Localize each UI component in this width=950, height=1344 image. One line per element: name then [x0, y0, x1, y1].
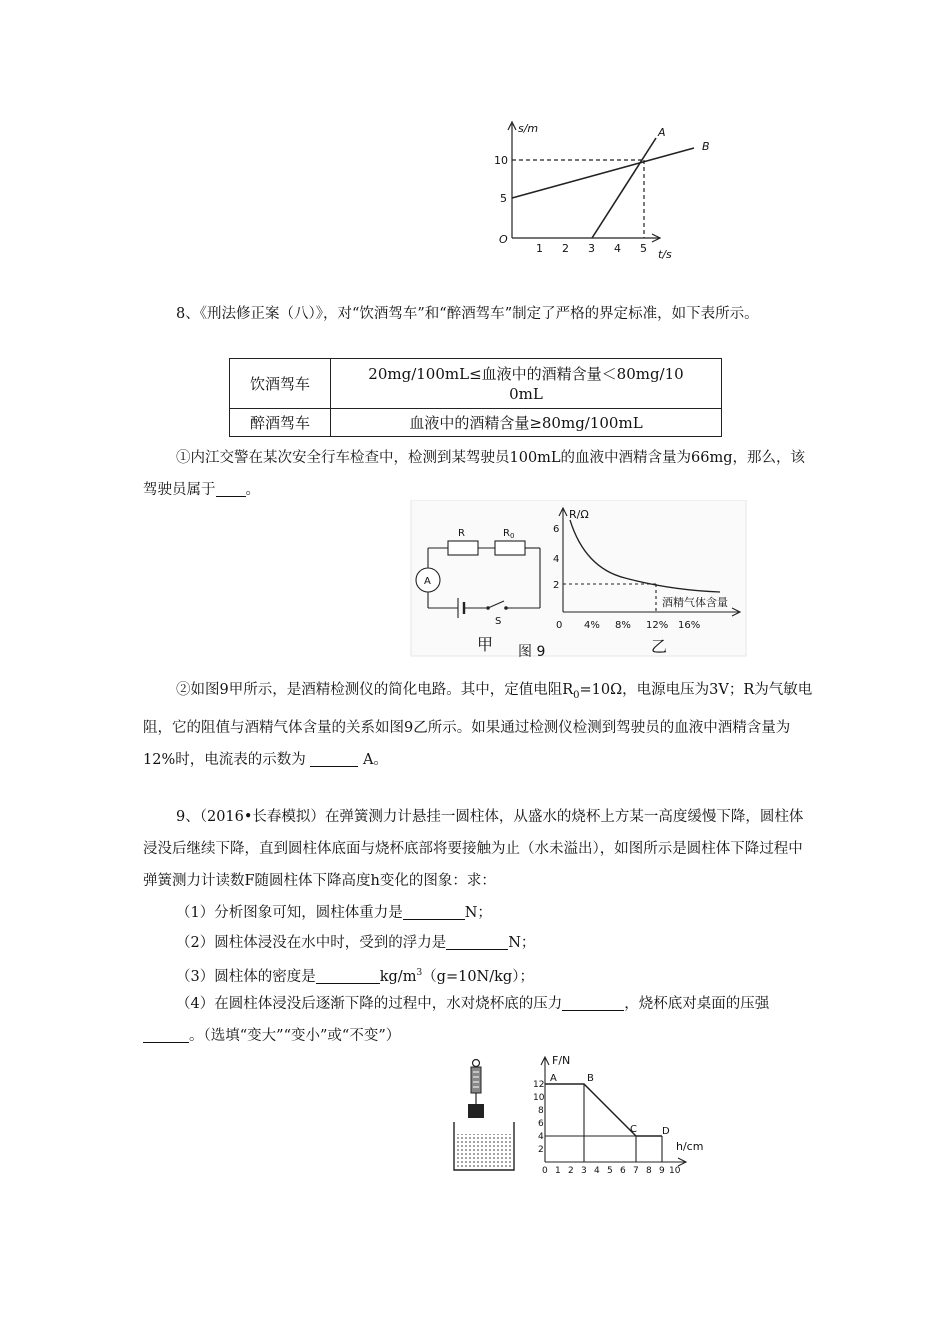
- y-tick: 2: [538, 1145, 544, 1155]
- q9-intro: 9、（2016•长春模拟）在弹簧测力计悬挂一圆柱体，从盛水的烧杯上方某一高度缓慢下降，圆柱体浸没后继续下降，直到圆柱体底面与烧杯底部将要接触为止（水未溢出），如图所示是圆柱体下降过程中弹簧测力计读数F随圆柱体下降高度h变化的图象：求：: [143, 809, 804, 889]
- table-value-text: 20mg/100mL≤血液中的酒精含量＜80mg/100mL: [368, 364, 684, 403]
- q9-p4-text-b: ，烧杯底对桌面的压强: [624, 996, 770, 1012]
- graph-s-t: [485, 118, 725, 268]
- x-tick: 7: [633, 1166, 639, 1176]
- x-tick: 6: [620, 1166, 626, 1176]
- q9-p1-unit: N；: [464, 905, 492, 921]
- figure-frame: [411, 500, 746, 656]
- origin-label: O: [499, 233, 508, 246]
- force-line: [545, 1084, 662, 1136]
- q9-p3-text: （3）圆柱体的密度是: [176, 968, 316, 985]
- x-tick: 10: [669, 1166, 681, 1176]
- r-label: R: [458, 528, 465, 539]
- q8-part1: [143, 442, 813, 506]
- y-label: s/m: [518, 122, 539, 135]
- x-tick: 5: [640, 242, 647, 255]
- q9-p2-text: （2）圆柱体浸没在水中时，受到的浮力是: [176, 935, 447, 951]
- x-tick: 4: [594, 1166, 600, 1176]
- y-tick: 6: [538, 1119, 544, 1129]
- x-tick: 8: [646, 1166, 652, 1176]
- answer-blank[interactable]: [310, 750, 358, 767]
- q9-p4-text-a: （4）在圆柱体浸没后逐渐下降的过程中，水对烧杯底的压力: [176, 996, 563, 1012]
- hook-ring: [473, 1060, 480, 1067]
- q9-p1-text: （1）分析图象可知，圆柱体重力是: [176, 905, 403, 921]
- line-b: [512, 148, 694, 198]
- line-a-label: A: [658, 126, 666, 139]
- x-label: h/cm: [676, 1140, 704, 1153]
- q9-part1: [143, 897, 813, 929]
- figure-caption: 图 9: [518, 644, 546, 658]
- x-tick: 3: [588, 242, 595, 255]
- q9-p2-unit: N；: [508, 935, 536, 951]
- q9-part2: [143, 927, 813, 959]
- table-row: [230, 409, 722, 437]
- x-tick: 2: [568, 1166, 574, 1176]
- point-c: C: [630, 1124, 637, 1135]
- q8-part2-sub: 0: [573, 689, 580, 701]
- q8-part2-text-b: =10Ω，电源电压为3V；R为气敏电阻，它的阻值与酒精气体含量的关系如图9乙所示。如果通过检测仪检测到驾驶员的血液中酒精含量为12%时，电流表的示数为: [143, 682, 813, 768]
- answer-blank[interactable]: [143, 1026, 189, 1043]
- x-tick: 4%: [584, 620, 600, 631]
- y-tick: 10: [494, 154, 508, 167]
- y-label: R/Ω: [569, 508, 589, 521]
- r0-sub: 0: [509, 532, 515, 540]
- q9-p4-text-c: 。（选填“变大”“变小”或“不变”）: [189, 1028, 401, 1044]
- table-label: 醉酒驾车: [230, 409, 331, 437]
- x-tick: 1: [536, 242, 543, 255]
- answer-blank[interactable]: [316, 967, 380, 984]
- x-label: 酒精气体含量: [662, 596, 728, 609]
- y-tick: 4: [538, 1132, 544, 1142]
- ammeter-label: A: [424, 576, 431, 587]
- y-label: F/N: [552, 1054, 571, 1067]
- y-tick: 2: [553, 580, 560, 591]
- x-tick: 4: [614, 242, 621, 255]
- table-value: [331, 359, 722, 409]
- y-tick: 5: [500, 192, 507, 205]
- q8-intro: 8、《刑法修正案（八）》，对“饮酒驾车”和“醉酒驾车”制定了严格的界定标准，如下表所示。: [176, 306, 759, 322]
- answer-blank[interactable]: [446, 933, 508, 950]
- x-tick: 8%: [615, 620, 631, 631]
- jia-label: 甲: [477, 635, 494, 654]
- q9-part4: [143, 988, 813, 1052]
- answer-blank[interactable]: [216, 480, 246, 497]
- x-tick: 16%: [678, 620, 701, 631]
- y-tick: 10: [533, 1093, 545, 1103]
- yi-label: 乙: [651, 637, 668, 656]
- spring-scale: [471, 1067, 481, 1093]
- x-tick: 1: [555, 1166, 561, 1176]
- answer-blank[interactable]: [403, 903, 465, 920]
- x-tick: 2: [562, 242, 569, 255]
- x-tick: 0: [556, 620, 563, 631]
- q8-part1-end: 。: [245, 482, 260, 498]
- table-label: 饮酒驾车: [230, 359, 331, 409]
- x-tick: 12%: [646, 620, 669, 631]
- definition-table: [229, 358, 722, 437]
- y-tick: 4: [553, 554, 560, 565]
- x-label: t/s: [658, 248, 672, 261]
- answer-blank[interactable]: [562, 994, 624, 1011]
- water: [456, 1134, 512, 1170]
- table-row: [230, 359, 722, 409]
- x-tick: 5: [607, 1166, 613, 1176]
- q8-part2-text-a: ②如图9甲所示，是酒精检测仪的简化电路。其中，定值电阻R: [176, 682, 574, 698]
- x-tick: 3: [581, 1166, 587, 1176]
- point-a: A: [550, 1073, 557, 1084]
- r0-text: R: [503, 528, 510, 539]
- y-tick: 6: [553, 524, 560, 535]
- graph-f-h: [532, 1052, 722, 1176]
- point-d: D: [662, 1126, 670, 1137]
- q8-part1-text: ①内江交警在某次安全行车检查中，检测到某驾驶员100mL的血液中酒精含量为66mg，那么，该驾驶员属于: [143, 450, 806, 498]
- q8-part2: [143, 674, 813, 776]
- cylinder: [468, 1104, 484, 1118]
- point-b: B: [587, 1073, 594, 1084]
- x-tick: 9: [659, 1166, 665, 1176]
- q9-p3-note: （g=10N/kg）；: [422, 968, 534, 985]
- line-b-label: B: [702, 140, 710, 153]
- switch-label: S: [495, 616, 502, 627]
- y-tick: 8: [538, 1106, 544, 1116]
- y-tick: 12: [533, 1080, 545, 1090]
- figure-9: [410, 500, 748, 658]
- table-value: 血液中的酒精含量≥80mg/100mL: [331, 409, 722, 437]
- line-a: [592, 138, 656, 238]
- resistor-r: [448, 541, 478, 555]
- resistor-r0: [495, 541, 525, 555]
- q8-part2-end: A。: [358, 751, 388, 768]
- q9-p3-sup: 3: [416, 968, 423, 978]
- spring-scale-apparatus: [450, 1058, 520, 1174]
- q9-p3-unit: kg/m: [379, 968, 417, 985]
- x-tick: 0: [542, 1166, 548, 1176]
